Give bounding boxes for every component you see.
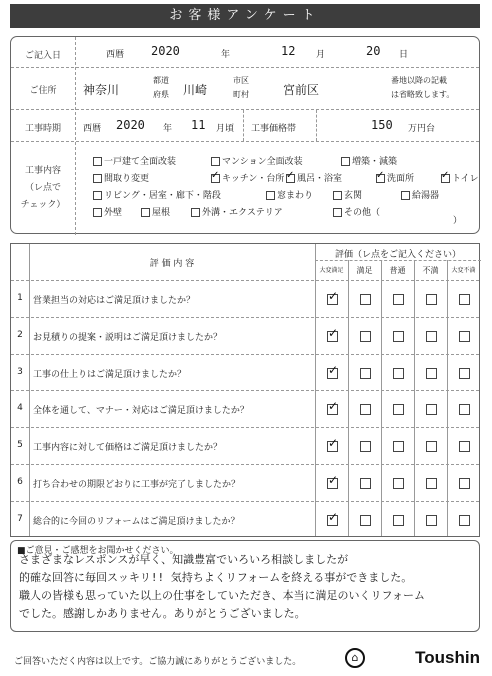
content-option-label: 外溝・エクステリア	[202, 208, 283, 218]
construction-month[interactable]: 11	[191, 118, 206, 132]
divider	[11, 354, 479, 355]
other-close: ）	[453, 216, 463, 226]
date-month-unit: 月	[316, 50, 326, 60]
city-unit: 町村	[233, 90, 249, 99]
content-option[interactable]	[376, 171, 414, 184]
question-text: 工事の仕上りはご満足頂けましたか？	[33, 369, 187, 380]
date-day-unit: 日	[399, 50, 409, 60]
content-option[interactable]	[266, 188, 313, 201]
question-number: 5	[17, 440, 23, 451]
info-section	[10, 36, 480, 234]
address-prefecture[interactable]: 神奈川	[83, 83, 120, 97]
content-option[interactable]	[93, 205, 122, 218]
rating-checkbox[interactable]	[426, 368, 437, 379]
divider	[11, 427, 479, 428]
divider	[11, 464, 479, 465]
divider	[11, 141, 479, 142]
checkbox-icon[interactable]	[93, 208, 102, 217]
address-note: 番地以降の記載	[391, 76, 447, 85]
content-option[interactable]	[441, 171, 479, 184]
date-year[interactable]: 2020	[151, 44, 180, 58]
question-number: 3	[17, 366, 23, 377]
brand-logo: Toushin	[415, 648, 480, 667]
comments-box	[10, 540, 480, 632]
rating-checkbox[interactable]	[360, 515, 371, 526]
content-option[interactable]	[93, 188, 221, 201]
content-option[interactable]	[341, 154, 397, 167]
checkbox-icon[interactable]	[93, 174, 102, 183]
rating-checkbox[interactable]	[393, 515, 404, 526]
checkbox-icon[interactable]	[93, 191, 102, 200]
divider	[243, 110, 244, 141]
address-label: ご住所	[29, 86, 57, 96]
comment-line[interactable]: さまざまなレスポンスが早く、知識豊富でいろいろ相談しましたが	[19, 553, 349, 566]
rating-column-header: 満足	[356, 266, 373, 275]
question-number: 4	[17, 403, 23, 414]
rating-column-header: 不満	[422, 266, 439, 275]
divider	[315, 260, 481, 261]
checkbox-icon[interactable]	[333, 191, 342, 200]
content-option-label: キッチン・台所	[222, 174, 285, 184]
divider	[11, 280, 479, 281]
content-option[interactable]	[141, 205, 170, 218]
rating-checked-icon[interactable]	[327, 515, 338, 526]
question-number: 2	[17, 329, 23, 340]
divider	[447, 260, 448, 536]
rating-checkbox[interactable]	[393, 404, 404, 415]
rating-checkbox[interactable]	[360, 368, 371, 379]
content-option[interactable]	[333, 188, 362, 201]
rating-column-header: 普通	[389, 266, 406, 275]
content-option-label: 外壁	[104, 208, 123, 218]
checkbox-icon[interactable]	[341, 157, 350, 166]
content-option[interactable]	[191, 205, 283, 218]
content-option-label: 間取り変更	[104, 174, 150, 184]
rating-checked-icon[interactable]	[327, 404, 338, 415]
rating-checked-icon[interactable]	[327, 478, 338, 489]
divider	[414, 260, 415, 536]
rating-column-header: 大変満足	[319, 267, 344, 274]
content-option-label: その他（	[344, 208, 381, 218]
rating-checkbox[interactable]	[426, 478, 437, 489]
rating-checkbox[interactable]	[393, 294, 404, 305]
content-option-label: トイレ	[452, 174, 479, 184]
construction-year-unit: 年	[163, 124, 173, 134]
content-option[interactable]	[211, 171, 284, 184]
rating-checkbox[interactable]	[426, 441, 437, 452]
construction-period-label: 工事時期	[24, 124, 61, 134]
checkbox-icon[interactable]	[93, 157, 102, 166]
content-label: （レ点で	[24, 183, 61, 193]
checked-box-icon[interactable]	[211, 174, 220, 183]
rating-checkbox[interactable]	[459, 478, 470, 489]
date-label: ご記入日	[24, 51, 61, 61]
address-city[interactable]: 川崎	[183, 83, 208, 97]
date-era: 西暦	[106, 50, 125, 60]
rating-checkbox[interactable]	[426, 404, 437, 415]
content-option-label: 風呂・浴室	[297, 174, 343, 184]
content-option-label: 給湯器	[412, 191, 440, 201]
rating-checkbox[interactable]	[360, 441, 371, 452]
evaluation-table	[10, 243, 480, 537]
content-option[interactable]	[211, 154, 303, 167]
house-logo-icon: ⌂	[345, 648, 365, 668]
date-day[interactable]: 20	[366, 44, 381, 58]
divider	[11, 317, 479, 318]
content-option[interactable]	[286, 171, 342, 184]
question-number: 7	[17, 513, 23, 524]
rating-checkbox[interactable]	[393, 478, 404, 489]
content-label: 工事内容	[24, 166, 61, 176]
price-label: 工事価格帯	[251, 124, 297, 134]
rating-checkbox[interactable]	[426, 331, 437, 342]
rating-checked-icon[interactable]	[327, 331, 338, 342]
question-text: 工事内容に対して価格はご満足頂けましたか？	[33, 443, 223, 454]
date-year-unit: 年	[221, 50, 231, 60]
rating-checkbox[interactable]	[459, 404, 470, 415]
rating-checkbox[interactable]	[426, 515, 437, 526]
checkbox-icon[interactable]	[211, 157, 220, 166]
content-option-label: 窓まわり	[277, 191, 314, 201]
question-number: 6	[17, 477, 23, 487]
rating-column-header: 大変不満	[451, 267, 476, 274]
pref-unit: 府県	[153, 90, 169, 99]
divider	[381, 260, 382, 536]
address-ward[interactable]: 宮前区	[283, 83, 320, 97]
rating-checkbox[interactable]	[393, 441, 404, 452]
content-option-label: 洗面所	[387, 174, 415, 184]
price-value[interactable]: 150	[371, 118, 393, 132]
content-option[interactable]	[401, 188, 439, 201]
rating-checkbox[interactable]	[360, 331, 371, 342]
checked-box-icon[interactable]	[441, 174, 450, 183]
question-number: 1	[17, 293, 23, 303]
rating-checked-icon[interactable]	[327, 294, 338, 305]
construction-year[interactable]: 2020	[116, 118, 145, 132]
comments-label: ■ご意見・ご感想をお聞かせください。	[17, 546, 179, 556]
divider	[348, 260, 349, 536]
checkbox-icon[interactable]	[401, 191, 410, 200]
question-text: 営業担当の対応はご満足頂けましたか？	[33, 296, 196, 306]
rating-checkbox[interactable]	[393, 368, 404, 379]
question-text: 総合的に今回のリフォームはご満足頂けましたか？	[33, 516, 240, 527]
survey-title: お客様アンケート	[10, 4, 480, 28]
content-option-label: 屋根	[152, 208, 171, 218]
rating-header: 評価（レ点をご記入ください）	[334, 250, 461, 260]
content-option[interactable]	[93, 154, 176, 167]
rating-checkbox[interactable]	[360, 294, 371, 305]
rating-checkbox[interactable]	[459, 294, 470, 305]
content-option-label: 玄関	[344, 191, 363, 201]
pref-unit: 都道	[153, 76, 169, 85]
rating-checkbox[interactable]	[393, 331, 404, 342]
content-option-label: リビング・居室・廊下・階段	[104, 191, 221, 201]
rating-checkbox[interactable]	[459, 368, 470, 379]
checkbox-icon[interactable]	[333, 208, 342, 217]
rating-checkbox[interactable]	[459, 331, 470, 342]
checkbox-icon[interactable]	[266, 191, 275, 200]
evaluation-header: 評 価 内 容	[149, 259, 195, 269]
comment-line[interactable]: でした。感謝しかありません。ありがとうございました。	[19, 607, 306, 620]
checkbox-icon[interactable]	[141, 208, 150, 217]
price-unit: 万円台	[408, 124, 436, 134]
content-option-label: 増築・減築	[352, 157, 398, 167]
construction-era: 西暦	[83, 124, 102, 134]
content-option-label: 一戸建て全面改装	[104, 157, 177, 167]
rating-checkbox[interactable]	[360, 404, 371, 415]
rating-checkbox[interactable]	[459, 441, 470, 452]
rating-checked-icon[interactable]	[327, 441, 338, 452]
address-note: は省略致します。	[391, 90, 455, 99]
content-option[interactable]	[333, 205, 380, 218]
rating-checkbox[interactable]	[426, 294, 437, 305]
comment-line[interactable]: 職人の皆様も思っていた以上の仕事をしていただき、本当に満足のいくリフォーム	[19, 589, 426, 602]
comment-line[interactable]: 的確な回答に毎回スッキリ!! 気持ちよくリフォームを終える事ができました。	[19, 571, 413, 584]
divider	[316, 110, 317, 141]
checked-box-icon[interactable]	[286, 174, 295, 183]
rating-checked-icon[interactable]	[327, 368, 338, 379]
footer-note: ご回答いただく内容は以上です。ご協力誠にありがとうございました。	[14, 657, 302, 667]
divider	[11, 109, 479, 110]
divider	[11, 390, 479, 391]
divider	[11, 501, 479, 502]
rating-checkbox[interactable]	[459, 515, 470, 526]
question-text: 打ち合わせの期限どおりに工事が完了しましたか？	[33, 480, 241, 490]
city-unit: 市区	[233, 76, 249, 85]
question-text: 全体を通して、マナー・対応はご満足頂けましたか？	[33, 406, 249, 417]
date-month[interactable]: 12	[281, 44, 296, 58]
divider	[11, 67, 479, 68]
checked-box-icon[interactable]	[376, 174, 385, 183]
question-text: お見積りの提案・説明はご満足頂けましたか？	[33, 332, 223, 343]
content-option[interactable]	[93, 171, 149, 184]
construction-month-unit: 月頃	[216, 124, 235, 134]
checkbox-icon[interactable]	[191, 208, 200, 217]
rating-checkbox[interactable]	[360, 478, 371, 489]
content-label: チェック）	[20, 200, 66, 210]
content-option-label: マンション全面改装	[222, 157, 303, 167]
